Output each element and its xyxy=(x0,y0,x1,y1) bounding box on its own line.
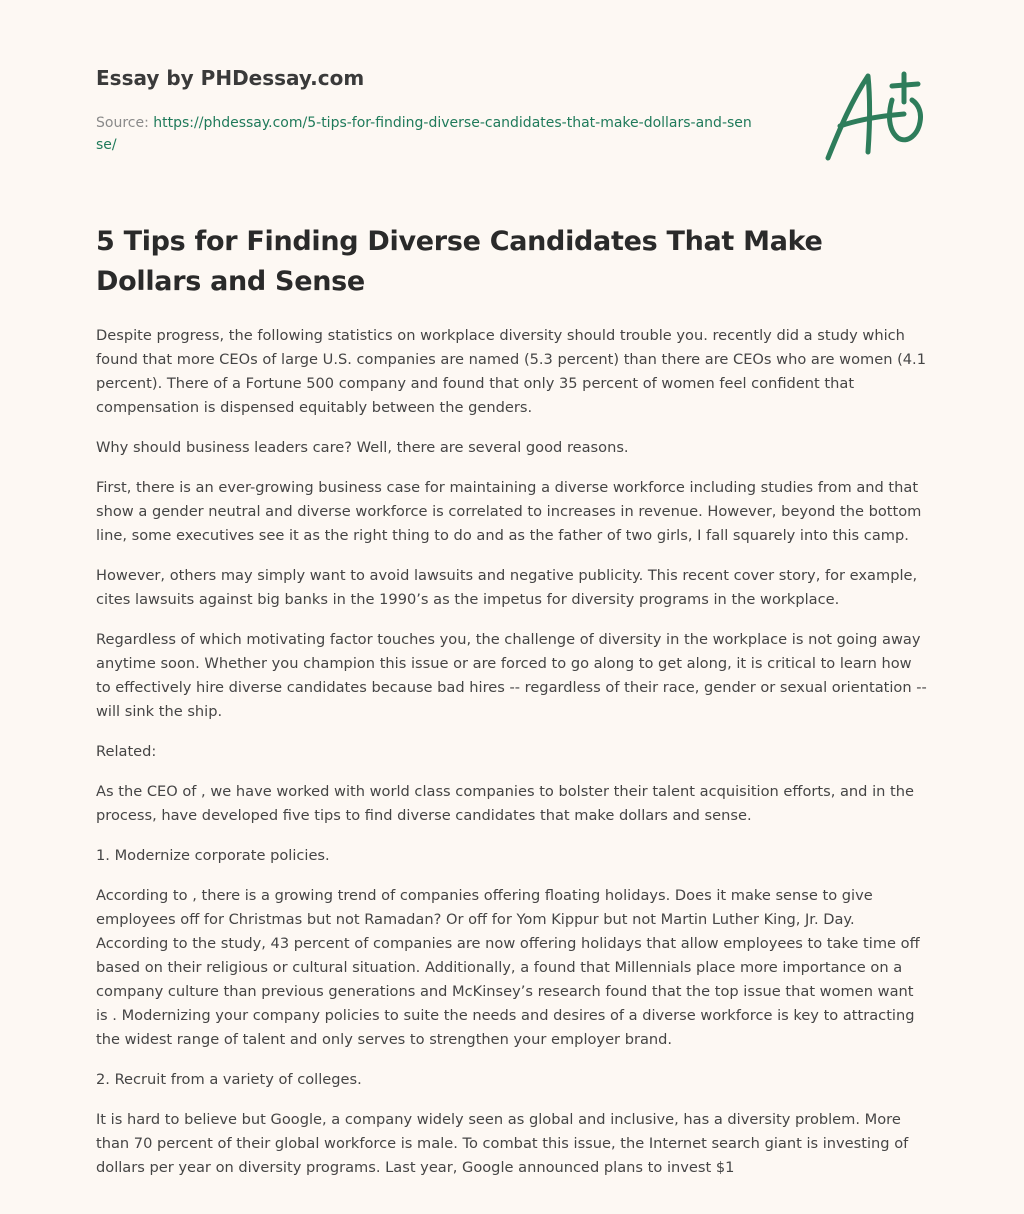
page-header xyxy=(96,64,776,156)
source-link[interactable]: https://phdessay.com/5-tips-for-finding-diverse-candidates-that-make-dollars-and-sense/ xyxy=(96,115,752,153)
source-line xyxy=(96,112,756,156)
site-title: Essay by PHDessay.com xyxy=(96,66,365,90)
paragraph: Related: xyxy=(96,743,157,760)
source-label: Source: xyxy=(96,115,154,131)
paragraph: First, there is an ever-growing business case for maintaining a diverse workforce including studies from and that show a gender neutral and diverse workforce is correlated to increases in revenue. However, beyond the bottom line, some executives see it as the right thing to do and as the father of two girls, I fall squarely into this camp. xyxy=(96,479,922,544)
paragraph: Despite progress, the following statistics on workplace diversity should trouble you. recently did a study which found that more CEOs of large U.S. companies are named (5.3 percent) than there are CEOs who are women (4.1 percent). There of a Fortune 500 company and found that only 35 percent of women feel confident that compensation is dispensed equitably between the genders. xyxy=(96,327,926,416)
article-title: 5 Tips for Finding Diverse Candidates That Make Dollars and Sense xyxy=(96,226,823,297)
essay-article xyxy=(96,222,928,1196)
paragraph: Why should business leaders care? Well, there are several good reasons. xyxy=(96,439,629,456)
paragraph: According to , there is a growing trend of companies offering floating holidays. Does it make sense to give employees off for Christmas but not Ramadan? Or off for Yom Kippur but not Martin Luther King, Jr. Day. According to the study, 43 percent of companies are now offering holidays that allow employees to take time off based on their religious or cultural situation. Additionally, a found that Millennials place more importance on a company culture than previous generations and McKinsey’s research found that the top issue that women want is . Modernizing your company policies to suite the needs and desires of a diverse workforce is key to attracting the widest range of talent and only serves to strengthen your employer brand. xyxy=(96,887,920,1048)
paragraph: As the CEO of , we have worked with world class companies to bolster their talent acquisition efforts, and in the process, have developed five tips to find diverse candidates that make dollars and sense. xyxy=(96,783,914,824)
section-heading: 2. Recruit from a variety of colleges. xyxy=(96,1071,362,1088)
paragraph: It is hard to believe but Google, a company widely seen as global and inclusive, has a diversity problem. More than 70 percent of their global workforce is male. To combat this issue, the Internet search giant is investing of dollars per year on diversity programs. Last year, Google announced plans to invest $1 xyxy=(96,1111,909,1176)
a-plus-grade-icon xyxy=(818,66,930,166)
section-heading: 1. Modernize corporate policies. xyxy=(96,847,330,864)
paragraph: However, others may simply want to avoid lawsuits and negative publicity. This recent cover story, for example, cites lawsuits against big banks in the 1990’s as the impetus for diversity programs in the workplace. xyxy=(96,567,918,608)
paragraph: Regardless of which motivating factor touches you, the challenge of diversity in the workplace is not going away anytime soon. Whether you champion this issue or are forced to go along to get along, it is critical to learn how to effectively hire diverse candidates because bad hires -- regardless of their race, gender or sexual orientation -- will sink the ship. xyxy=(96,631,927,720)
